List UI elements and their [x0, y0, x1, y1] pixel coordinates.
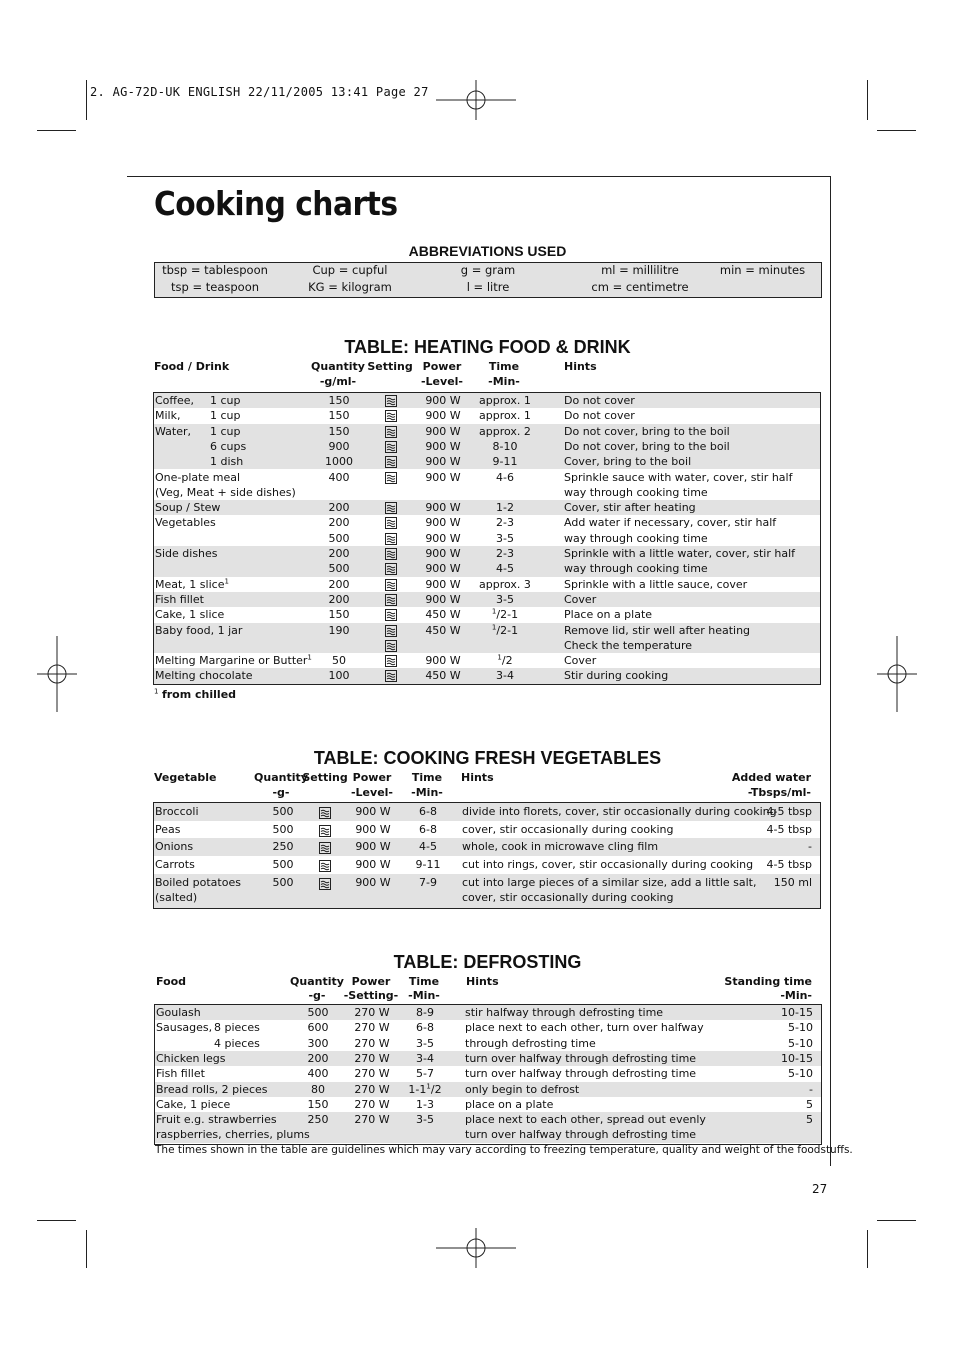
crop-mark: [867, 1230, 868, 1268]
abbreviation-item: ml = millilitre: [601, 263, 679, 277]
time-cell: approx. 1: [479, 409, 531, 423]
power-cell: 900 W: [425, 439, 461, 453]
food-cell: Cake, 1 slice: [155, 608, 225, 622]
abbreviations-box: [154, 262, 822, 298]
table-row: [154, 515, 820, 530]
hints-cell: cut into large pieces of a similar size, add a little salt,: [462, 876, 757, 889]
power-cell: 270 W: [354, 1036, 390, 1050]
header-power: Power: [352, 771, 392, 784]
header-time: Time: [408, 975, 440, 988]
abbreviation-item: tbsp = tablespoon: [162, 263, 268, 277]
food-cell: Side dishes: [155, 547, 218, 560]
food-cell: Meat, 1 slice$^1$: [155, 576, 229, 591]
table-row: [155, 1066, 821, 1081]
microwave-setting-icon: [319, 860, 331, 872]
header-time-unit: -Min-: [408, 989, 440, 1002]
crop-mark: [877, 130, 916, 131]
food-portion-cell: 1 cup: [210, 394, 241, 407]
footnote-mark: 1: [224, 576, 229, 585]
food-cell: Coffee,: [155, 394, 195, 407]
table-row: [154, 577, 820, 592]
time-cell: 3-5: [496, 531, 514, 545]
microwave-setting-icon: [385, 517, 397, 529]
quantity-cell: 200: [328, 592, 350, 606]
power-cell: 900 W: [425, 424, 461, 438]
header-quantity-unit: -g/ml-: [319, 375, 357, 388]
quantity-cell: 500: [328, 562, 350, 576]
time-cell: 4-6: [496, 470, 514, 484]
table-row: [154, 439, 820, 454]
microwave-setting-icon: [385, 456, 397, 468]
header-hints: Hints: [461, 771, 494, 784]
quantity-cell: 500: [272, 876, 294, 889]
hints-cell: divide into florets, cover, stir occasionally during cooking: [462, 805, 777, 818]
time-cell: 3-5: [496, 592, 514, 606]
standing-time-cell: 5: [806, 1097, 813, 1111]
abbreviation-item: min = minutes: [719, 263, 806, 277]
table-row: [155, 1036, 821, 1051]
power-cell: 900 W: [425, 394, 461, 407]
table-row: [155, 1112, 821, 1127]
microwave-setting-icon: [385, 579, 397, 591]
table-row: [154, 500, 820, 515]
time-cell: 6-8: [419, 822, 437, 836]
microwave-setting-icon: [385, 625, 397, 637]
food-cell: Milk,: [155, 409, 181, 423]
crop-mark: [37, 130, 76, 131]
time-cell: 1-2: [496, 501, 514, 515]
quantity-cell: 200: [328, 516, 350, 530]
vegetable-cell: Onions: [155, 840, 194, 853]
time-cell: $^1$/2: [497, 653, 513, 668]
vegetable-cell: Boiled potatoes: [155, 876, 241, 889]
power-cell: 900 W: [425, 470, 461, 484]
food-cell: (Veg, Meat + side dishes): [155, 485, 296, 499]
defrosting-table: [154, 1004, 822, 1145]
crop-mark: [37, 1220, 76, 1221]
hints-cell: whole, cook in microwave cling film: [462, 840, 659, 853]
heating-table-title: TABLE: HEATING FOOD & DRINK: [344, 337, 631, 357]
header-added-water-unit: -Tbsps/ml-: [747, 786, 811, 799]
time-cell: 2-3: [496, 547, 514, 560]
power-cell: 900 W: [425, 592, 461, 606]
header-quantity-unit: -g-: [272, 786, 290, 799]
header-added-water: Added water: [731, 771, 811, 784]
abbreviation-item: tsp = teaspoon: [170, 280, 260, 294]
power-cell: 450 W: [425, 608, 461, 622]
hints-cell: through defrosting time: [465, 1036, 596, 1050]
food-cell: Baby food, 1 jar: [155, 623, 243, 637]
quantity-cell: 300: [307, 1036, 329, 1050]
quantity-cell: 200: [328, 501, 350, 515]
microwave-setting-icon: [319, 807, 331, 819]
abbreviation-item: Cup = cupful: [312, 263, 388, 277]
quantity-cell: 80: [311, 1082, 325, 1096]
abbreviation-item: KG = kilogram: [308, 280, 392, 294]
header-power-unit: -Setting-: [343, 989, 399, 1002]
power-cell: 270 W: [354, 1097, 390, 1111]
quantity-cell: 150: [328, 608, 350, 622]
crop-mark: [867, 80, 868, 120]
table-row: [154, 607, 820, 622]
food-cell: Fish fillet: [156, 1067, 205, 1081]
hints-cell: Place on a plate: [564, 608, 653, 622]
time-cell: approx. 2: [479, 424, 531, 438]
microwave-setting-icon: [385, 594, 397, 606]
power-cell: 900 W: [425, 409, 461, 423]
quantity-cell: 400: [307, 1067, 329, 1081]
quantity-cell: 500: [272, 822, 294, 836]
hints-cell: Remove lid, stir well after heating: [564, 623, 751, 637]
time-cell: 3-5: [416, 1036, 434, 1050]
vegetable-cell: Peas: [155, 822, 181, 836]
abbreviation-item: l = litre: [466, 280, 510, 294]
print-slug: 2. AG-72D-UK ENGLISH 22/11/2005 13:41 Page 27: [90, 85, 429, 99]
header-food: Food / Drink: [154, 360, 230, 373]
food-cell: raspberries, cherries, plums: [156, 1128, 310, 1142]
food-portion-cell: 1 cup: [210, 424, 241, 438]
microwave-setting-icon: [385, 472, 397, 484]
microwave-setting-icon: [385, 426, 397, 438]
header-power: Power: [422, 360, 462, 373]
food-cell: Fruit e.g. strawberries: [156, 1113, 277, 1127]
hints-cell: Do not cover: [564, 409, 635, 423]
microwave-setting-icon: [385, 502, 397, 514]
power-cell: 900 W: [425, 516, 461, 530]
quantity-cell: 150: [328, 394, 350, 407]
hints-cell: place next to each other, spread out evenly: [465, 1113, 706, 1127]
hints-cell: cut into rings, cover, stir occasionally during cooking: [462, 858, 754, 871]
quantity-cell: 500: [307, 1006, 329, 1019]
food-cell: Soup / Stew: [155, 501, 221, 515]
quantity-cell: 900: [328, 439, 350, 453]
power-cell: 900 W: [355, 876, 391, 889]
header-setting: Setting: [302, 771, 348, 784]
quantity-cell: 500: [328, 531, 350, 545]
microwave-setting-icon: [385, 441, 397, 453]
power-cell: 450 W: [425, 669, 461, 683]
microwave-setting-icon: [385, 395, 397, 407]
header-quantity: Quantity: [290, 975, 344, 988]
standing-time-cell: 5-10: [788, 1067, 813, 1081]
food-cell: Cake, 1 piece: [156, 1097, 231, 1111]
table-row: [154, 561, 820, 576]
time-cell: 4-5: [419, 840, 437, 853]
table-row: [154, 592, 820, 607]
table-row: [154, 546, 820, 561]
power-cell: 270 W: [354, 1021, 390, 1035]
microwave-setting-icon: [385, 410, 397, 422]
heating-footnote: $^1$ from chilled: [154, 687, 237, 701]
hints-cell: stir halfway through defrosting time: [465, 1006, 664, 1019]
time-cell: approx. 1: [479, 394, 531, 407]
time-cell: 5-7: [416, 1067, 434, 1081]
table-row: [154, 424, 820, 439]
time-cell: 7-9: [419, 876, 437, 889]
hints-cell: Sprinkle sauce with water, cover, stir half: [564, 470, 793, 484]
time-cell: 6-8: [419, 805, 437, 818]
food-portion-cell: 1 dish: [210, 455, 244, 469]
time-cell: 8-9: [416, 1006, 434, 1019]
table-row: [155, 1082, 821, 1097]
microwave-setting-icon: [319, 825, 331, 837]
food-portion-cell: 8 pieces: [214, 1021, 260, 1035]
food-cell: Melting Margarine or Butter$^1$: [155, 653, 312, 668]
time-cell: approx. 3: [479, 577, 531, 591]
crop-mark: [877, 1220, 916, 1221]
page-number: 27: [812, 1182, 828, 1196]
header-food: Food: [156, 975, 187, 988]
hints-cell: Check the temperature: [564, 638, 693, 652]
power-cell: 900 W: [355, 858, 391, 871]
hints-cell: way through cooking time: [564, 485, 708, 499]
hints-cell-line2: cover, stir occasionally during cooking: [462, 891, 674, 904]
quantity-cell: 250: [272, 840, 294, 853]
quantity-cell: 150: [328, 424, 350, 438]
registration-mark-icon: [877, 636, 917, 712]
standing-time-cell: 5-10: [788, 1021, 813, 1035]
food-portion-cell: 6 cups: [210, 439, 247, 453]
microwave-setting-icon: [385, 533, 397, 545]
power-cell: 270 W: [354, 1113, 390, 1127]
hints-cell: way through cooking time: [564, 562, 708, 576]
power-cell: 900 W: [425, 654, 461, 668]
table-row: [155, 1127, 821, 1142]
added-water-cell: 4-5 tbsp: [766, 858, 812, 871]
table-row: [154, 393, 820, 408]
abbreviation-item: cm = centimetre: [591, 280, 689, 294]
power-cell: 900 W: [355, 805, 391, 818]
table-row: [154, 821, 820, 839]
registration-mark-icon: [37, 636, 77, 712]
food-cell: Sausages,: [156, 1021, 213, 1035]
header-quantity-unit: -g-: [308, 989, 326, 1002]
power-cell: 900 W: [425, 531, 461, 545]
food-cell: Goulash: [156, 1006, 201, 1019]
standing-time-cell: 10-15: [781, 1006, 813, 1019]
header-vegetable: Vegetable: [154, 771, 217, 784]
table-row: [154, 856, 820, 874]
time-cell: 6-8: [416, 1021, 434, 1035]
microwave-setting-icon: [385, 548, 397, 560]
hints-cell: Do not cover, bring to the boil: [564, 424, 730, 438]
power-cell: 900 W: [425, 547, 461, 560]
power-cell: 900 W: [425, 501, 461, 515]
table-row: [155, 1097, 821, 1112]
microwave-setting-icon: [385, 655, 397, 667]
header-power-unit: -Level-: [350, 786, 393, 799]
table-row: [154, 485, 820, 500]
header-power-unit: -Level-: [420, 375, 463, 388]
time-cell: 4-5: [496, 562, 514, 576]
power-cell: 900 W: [355, 822, 391, 836]
registration-mark-icon: [436, 80, 516, 120]
crop-mark: [86, 1230, 87, 1268]
header-standing-time: Standing time: [724, 975, 812, 988]
table-row: [154, 803, 820, 821]
power-cell: 900 W: [425, 562, 461, 576]
quantity-cell: 500: [272, 858, 294, 871]
time-cell: 9-11: [492, 455, 518, 469]
table-row: [154, 653, 820, 668]
hints-cell: Add water if necessary, cover, stir half: [564, 516, 777, 530]
quantity-cell: 600: [307, 1021, 329, 1035]
header-time: Time: [411, 771, 443, 784]
time-cell: 8-10: [492, 439, 518, 453]
time-cell: 9-11: [415, 858, 441, 871]
standing-time-cell: 5-10: [788, 1036, 813, 1050]
header-time: Time: [488, 360, 520, 373]
table-row: [154, 638, 820, 653]
quantity-cell: 190: [328, 623, 350, 637]
added-water-cell: 4-5 tbsp: [766, 822, 812, 836]
microwave-setting-icon: [385, 670, 397, 682]
power-cell: 270 W: [354, 1067, 390, 1081]
hints-cell: Do not cover, bring to the boil: [564, 439, 730, 453]
time-cell: $1-1^1/2$: [408, 1081, 442, 1096]
header-time-unit: -Min-: [411, 786, 443, 799]
header-quantity: Quantity: [311, 360, 365, 373]
hints-cell: Cover, bring to the boil: [564, 455, 692, 469]
time-cell: 3-4: [416, 1051, 434, 1065]
table-row: [154, 470, 820, 485]
table-row: [154, 623, 820, 638]
standing-time-cell: -: [809, 1082, 813, 1096]
hints-cell: place on a plate: [465, 1097, 554, 1111]
food-portion-cell: 1 cup: [210, 409, 241, 423]
vegetable-cell: Carrots: [155, 858, 195, 871]
food-cell: One-plate meal: [155, 470, 241, 484]
quantity-cell: 200: [328, 547, 350, 560]
page-frame-right: [830, 176, 831, 1166]
heating-table: [153, 392, 821, 685]
hints-cell: turn over halfway through defrosting time: [465, 1067, 697, 1081]
table-row: [154, 531, 820, 546]
vegetables-table-title: TABLE: COOKING FRESH VEGETABLES: [313, 748, 662, 768]
hints-cell: way through cooking time: [564, 531, 708, 545]
table-row: [155, 1051, 821, 1066]
standing-time-cell: 10-15: [781, 1051, 813, 1065]
time-cell: 3-5: [416, 1113, 434, 1127]
hints-cell: Cover: [564, 592, 597, 606]
quantity-cell: 200: [307, 1051, 329, 1065]
power-cell: 900 W: [425, 455, 461, 469]
table-row: [154, 408, 820, 423]
microwave-setting-icon: [385, 640, 397, 652]
time-cell: 2-3: [496, 516, 514, 530]
time-cell: $^1$/2-1: [491, 607, 519, 622]
defrosting-table-title: TABLE: DEFROSTING: [393, 952, 582, 972]
food-cell: Fish fillet: [155, 592, 204, 606]
hints-cell: Cover, stir after heating: [564, 501, 696, 515]
abbreviations-title: ABBREVIATIONS USED: [408, 243, 567, 259]
hints-cell: place next to each other, turn over halfway: [465, 1021, 704, 1035]
table-row: [154, 838, 820, 856]
registration-mark-icon: [436, 1228, 516, 1268]
power-cell: 270 W: [354, 1006, 390, 1019]
power-cell: 450 W: [425, 623, 461, 637]
food-cell: Bread rolls, 2 pieces: [156, 1082, 268, 1096]
hints-cell: turn over halfway through defrosting time: [465, 1128, 697, 1142]
header-power: Power: [351, 975, 391, 988]
time-cell: 3-4: [496, 669, 514, 683]
microwave-setting-icon: [319, 842, 331, 854]
food-cell: Water,: [155, 424, 192, 438]
hints-cell: Stir during cooking: [564, 669, 669, 683]
header-time-unit: -Min-: [488, 375, 520, 388]
power-cell: 270 W: [354, 1082, 390, 1096]
crop-mark: [86, 80, 87, 120]
microwave-setting-icon: [385, 609, 397, 621]
food-cell: Melting chocolate: [155, 669, 253, 683]
table-row: [155, 1005, 821, 1020]
added-water-cell: 150 ml: [773, 876, 812, 889]
quantity-cell: 1000: [325, 455, 353, 469]
defrosting-note: The times shown in the table are guidelines which may vary according to freezing temperature, quality and weight of the foodstuffs.: [155, 1144, 853, 1156]
standing-time-cell: 5: [806, 1113, 813, 1127]
food-portion-cell: 4 pieces: [214, 1036, 260, 1050]
power-cell: 900 W: [425, 577, 461, 591]
hints-cell: cover, stir occasionally during cooking: [462, 822, 674, 836]
table-row: [154, 874, 820, 908]
page-title: Cooking charts: [154, 184, 398, 223]
power-cell: 270 W: [354, 1051, 390, 1065]
quantity-cell: 500: [272, 805, 294, 818]
header-setting: Setting: [367, 360, 413, 373]
quantity-cell: 250: [307, 1113, 329, 1127]
header-standing-time-unit: -Min-: [780, 989, 812, 1002]
added-water-cell: -: [808, 840, 812, 853]
abbreviation-item: g = gram: [460, 263, 516, 277]
hints-cell: turn over halfway through defrosting time: [465, 1051, 697, 1065]
hints-cell: Sprinkle with a little water, cover, stir half: [564, 547, 795, 560]
vegetable-cell-line2: (salted): [155, 891, 198, 904]
header-hints: Hints: [564, 360, 597, 373]
header-hints: Hints: [466, 975, 499, 988]
hints-cell: Cover: [564, 654, 597, 668]
header-quantity: Quantity: [254, 771, 308, 784]
table-row: [154, 668, 820, 683]
microwave-setting-icon: [319, 878, 331, 890]
time-cell: $^1$/2-1: [491, 622, 519, 637]
hints-cell: only begin to defrost: [465, 1082, 580, 1096]
quantity-cell: 150: [307, 1097, 329, 1111]
vegetable-cell: Broccoli: [155, 805, 199, 818]
power-cell: 900 W: [355, 840, 391, 853]
hints-cell: Do not cover: [564, 394, 635, 407]
food-cell: Vegetables: [155, 516, 216, 530]
quantity-cell: 200: [328, 577, 350, 591]
footnote-mark: 1: [307, 653, 312, 662]
quantity-cell: 400: [328, 470, 350, 484]
added-water-cell: 4-5 tbsp: [766, 805, 812, 818]
quantity-cell: 150: [328, 409, 350, 423]
hints-cell: Sprinkle with a little sauce, cover: [564, 577, 748, 591]
table-row: [155, 1020, 821, 1035]
page-frame-top: [127, 176, 831, 177]
food-cell: Chicken legs: [156, 1051, 226, 1065]
quantity-cell: 50: [332, 654, 346, 668]
time-cell: 1-3: [416, 1097, 434, 1111]
microwave-setting-icon: [385, 563, 397, 575]
table-row: [154, 454, 820, 469]
quantity-cell: 100: [328, 669, 350, 683]
vegetables-table: [153, 802, 821, 909]
